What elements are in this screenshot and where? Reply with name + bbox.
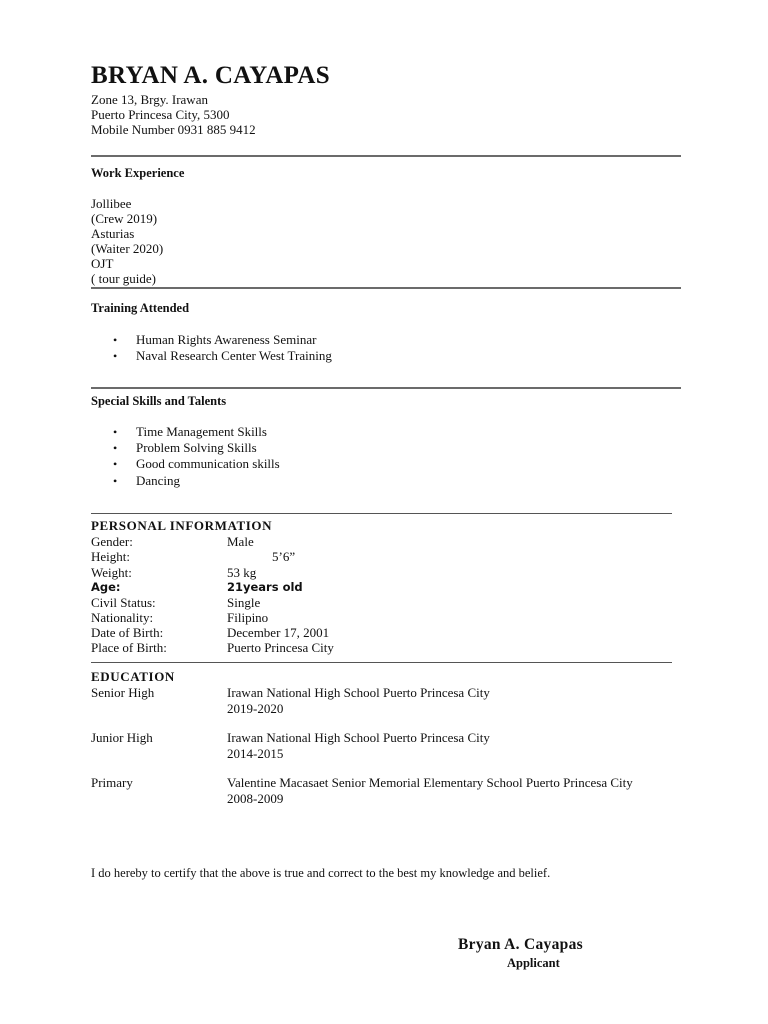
- education-school: Valentine Macasaet Senior Memorial Elementary School Puerto Princesa City: [227, 775, 633, 790]
- work-line: (Crew 2019): [91, 211, 158, 226]
- divider: [91, 287, 681, 289]
- personal-info-row: [91, 549, 691, 564]
- certification-statement: I do hereby to certify that the above is true and correct to the best my knowledge and belief.: [91, 866, 551, 880]
- info-value: 53 kg: [227, 565, 257, 580]
- info-value: December 17, 2001: [227, 625, 330, 640]
- work-line: ( tour guide): [91, 271, 156, 286]
- education-years: 2019-2020: [227, 701, 284, 716]
- education-school: Irawan National High School Puerto Princesa City: [227, 685, 490, 700]
- list-item: • Problem Solving Skills: [113, 440, 280, 456]
- info-label: Civil Status:: [91, 595, 156, 610]
- address-line-2: Puerto Princesa City, 5300: [91, 107, 230, 122]
- education-level: Primary: [91, 775, 133, 790]
- personal-info-row: [91, 595, 691, 610]
- training-list: [113, 332, 332, 364]
- info-value: Single: [227, 595, 261, 610]
- education-years: 2014-2015: [227, 746, 284, 761]
- personal-info-row: [91, 534, 691, 549]
- work-line: Asturias: [91, 226, 135, 241]
- divider: [91, 513, 672, 514]
- address-line-1: Zone 13, Brgy. Irawan: [91, 92, 208, 107]
- training-title: Training Attended: [91, 301, 190, 315]
- info-value: Male: [227, 534, 254, 549]
- personal-info-row: [91, 625, 691, 640]
- applicant-name: BRYAN A. CAYAPAS: [91, 62, 330, 89]
- info-value: Puerto Princesa City: [227, 640, 334, 655]
- education-title: EDUCATION: [91, 669, 175, 684]
- list-item: • Time Management Skills: [113, 424, 280, 440]
- personal-info-row: [91, 565, 691, 580]
- work-line: (Waiter 2020): [91, 241, 164, 256]
- signature-name: Bryan A. Cayapas: [458, 936, 583, 953]
- divider: [91, 662, 672, 663]
- info-label: Gender:: [91, 534, 133, 549]
- info-label: Nationality:: [91, 610, 154, 625]
- skills-list: [113, 424, 280, 489]
- personal-info-row: [91, 610, 691, 625]
- personal-info-row: [91, 580, 691, 595]
- work-experience-title: Work Experience: [91, 166, 185, 180]
- mobile-number: Mobile Number 0931 885 9412: [91, 122, 256, 137]
- education-years: 2008-2009: [227, 791, 284, 806]
- info-value: 5’6”: [272, 549, 296, 564]
- info-value: 21years old: [227, 580, 303, 594]
- work-line: Jollibee: [91, 196, 132, 211]
- signature-role: Applicant: [507, 956, 560, 970]
- info-label: Weight:: [91, 565, 132, 580]
- list-item: • Good communication skills: [113, 456, 280, 472]
- education-school: Irawan National High School Puerto Princesa City: [227, 730, 490, 745]
- divider: [91, 387, 681, 389]
- info-label: Age:: [91, 580, 121, 594]
- list-item: • Naval Research Center West Training: [113, 348, 332, 364]
- list-item: • Dancing: [113, 473, 280, 489]
- education-level: Junior High: [91, 730, 153, 745]
- info-label: Height:: [91, 549, 130, 564]
- info-label: Place of Birth:: [91, 640, 167, 655]
- divider: [91, 155, 681, 157]
- skills-title: Special Skills and Talents: [91, 394, 227, 408]
- info-value: Filipino: [227, 610, 269, 625]
- info-label: Date of Birth:: [91, 625, 164, 640]
- work-line: OJT: [91, 256, 114, 271]
- personal-info-row: [91, 640, 691, 655]
- personal-info-title: PERSONAL INFORMATION: [91, 518, 273, 533]
- list-item: • Human Rights Awareness Seminar: [113, 332, 332, 348]
- education-level: Senior High: [91, 685, 155, 700]
